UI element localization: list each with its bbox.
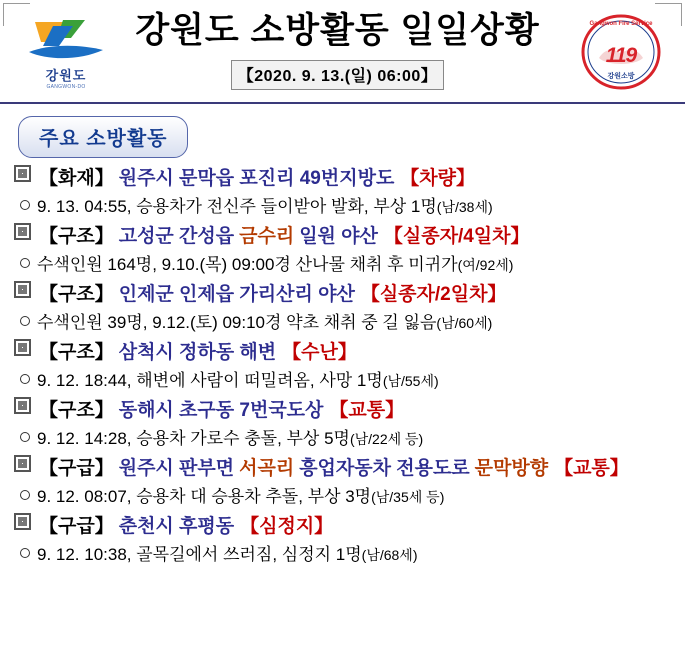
entry-detail xyxy=(14,542,675,568)
circle-bullet-icon xyxy=(20,548,30,558)
circle-bullet-icon xyxy=(20,258,30,268)
entry-location-cont: 일원 야산 xyxy=(299,226,378,247)
entry-detail-note: (남/60세) xyxy=(436,315,493,331)
circle-bullet-icon xyxy=(20,432,30,442)
entry-detail xyxy=(14,194,675,220)
entry-detail xyxy=(14,252,675,278)
entry-detail-note: (남/68세) xyxy=(361,547,418,563)
entry-detail-text: 9. 12. 10:38, 골목길에서 쓰러짐, 심정지 1명 xyxy=(37,545,362,564)
entry-headline xyxy=(14,222,675,252)
entry-type-tag: 【교통】 xyxy=(329,400,405,421)
entry-detail-note: (남/35세 등) xyxy=(371,489,445,505)
entry-type-tag: 【차량】 xyxy=(400,168,476,189)
emblem-top-text: Gangwon Fire Service xyxy=(589,21,653,27)
entry-category: 【구조】 xyxy=(39,400,114,421)
entry-location: 원주시 판부면 xyxy=(118,458,235,479)
activity-list xyxy=(0,164,685,568)
gangwon-fire-service-emblem xyxy=(581,14,663,92)
entry-headline xyxy=(14,164,675,194)
gangwon-province-logo xyxy=(18,16,114,92)
entry-category: 【구급】 xyxy=(39,516,114,537)
province-logo-caption: 강원도 xyxy=(45,68,87,83)
entry-type-tag: 【교통】 xyxy=(554,458,629,479)
list-item xyxy=(14,164,675,220)
entry-location-cont: 흥업자동차 전용도로 xyxy=(299,458,470,479)
list-item xyxy=(14,222,675,278)
entry-location: 원주시 문막읍 포진리 49번지방도 xyxy=(118,168,395,189)
entry-category: 【구조】 xyxy=(39,284,114,305)
entry-detail-text: 9. 12. 18:44, 해변에 사람이 떠밀려옴, 사망 1명 xyxy=(37,371,383,390)
entry-detail-text: 수색인원 164명, 9.10.(목) 09:00경 산나물 채취 후 미귀가 xyxy=(37,255,458,274)
page-title: 강원도 소방활동 일일상황 xyxy=(135,11,540,50)
emblem-119-text: 119 xyxy=(605,44,637,67)
entry-detail-note: (남/55세) xyxy=(382,373,439,389)
entry-detail xyxy=(14,426,675,452)
entry-detail-text: 9. 12. 14:28, 승용차 가로수 충돌, 부상 5명 xyxy=(37,429,350,448)
entry-detail-note: (남/22세 등) xyxy=(349,431,424,447)
section-title-banner: 주요 소방활동 xyxy=(18,116,188,158)
list-item xyxy=(14,454,675,510)
entry-location: 삼척시 정하동 해변 xyxy=(118,342,277,363)
title-block xyxy=(118,8,557,90)
entry-location: 고성군 간성읍 xyxy=(118,226,235,247)
entry-detail-note: (여/92세) xyxy=(457,257,514,273)
entry-type-tag: 【수난】 xyxy=(282,342,357,363)
square-bullet-icon xyxy=(14,281,31,298)
entry-type-tag: 【심정지】 xyxy=(240,516,334,537)
emblem-bottom-text: 강원소방 xyxy=(607,73,635,80)
square-bullet-icon xyxy=(14,513,31,530)
list-item xyxy=(14,338,675,394)
square-bullet-icon xyxy=(14,455,31,472)
entry-detail-text: 수색인원 39명, 9.12.(토) 09:10경 약초 채취 중 길 잃음 xyxy=(37,313,437,332)
circle-bullet-icon xyxy=(20,374,30,384)
fire-emblem-graphic xyxy=(581,14,661,90)
report-datetime: 【2020. 9. 13.(일) 06:00】 xyxy=(231,60,445,90)
entry-type-tag: 【실종자/4일차】 xyxy=(383,226,530,247)
province-logo-mark xyxy=(23,16,109,64)
entry-detail-text: 9. 13. 04:55, 승용차가 전신주 들이받아 발화, 부상 1명 xyxy=(37,197,437,216)
list-item xyxy=(14,512,675,568)
entry-location: 춘천시 후평동 xyxy=(118,516,235,537)
circle-bullet-icon xyxy=(20,490,30,500)
entry-category: 【화재】 xyxy=(39,168,114,189)
entry-location-highlight: 서곡리 xyxy=(239,458,295,479)
entry-detail-note: (남/38세) xyxy=(436,199,493,215)
document-header xyxy=(0,0,685,104)
entry-detail xyxy=(14,484,675,510)
entry-headline xyxy=(14,512,675,542)
circle-bullet-icon xyxy=(20,316,30,326)
square-bullet-icon xyxy=(14,339,31,356)
list-item xyxy=(14,280,675,336)
entry-location-highlight: 금수리 xyxy=(239,226,295,247)
circle-bullet-icon xyxy=(20,200,30,210)
square-bullet-icon xyxy=(14,165,31,182)
entry-detail-text: 9. 12. 08:07, 승용차 대 승용차 추돌, 부상 3명 xyxy=(37,487,372,506)
entry-headline xyxy=(14,396,675,426)
square-bullet-icon xyxy=(14,397,31,414)
entry-headline xyxy=(14,338,675,368)
entry-headline xyxy=(14,454,675,484)
entry-detail xyxy=(14,368,675,394)
entry-location: 인제군 인제읍 가리산리 야산 xyxy=(118,284,355,305)
square-bullet-icon xyxy=(14,223,31,240)
entry-detail xyxy=(14,310,675,336)
entry-location: 동해시 초구동 7번국도상 xyxy=(118,400,324,421)
province-logo-caption-en: GANGWON-DO xyxy=(46,84,86,90)
list-item xyxy=(14,396,675,452)
entry-location-highlight-2: 문막방향 xyxy=(474,458,549,479)
entry-category: 【구급】 xyxy=(39,458,114,479)
entry-headline xyxy=(14,280,675,310)
entry-type-tag: 【실종자/2일차】 xyxy=(360,284,507,305)
entry-category: 【구조】 xyxy=(39,342,114,363)
entry-category: 【구조】 xyxy=(39,226,114,247)
